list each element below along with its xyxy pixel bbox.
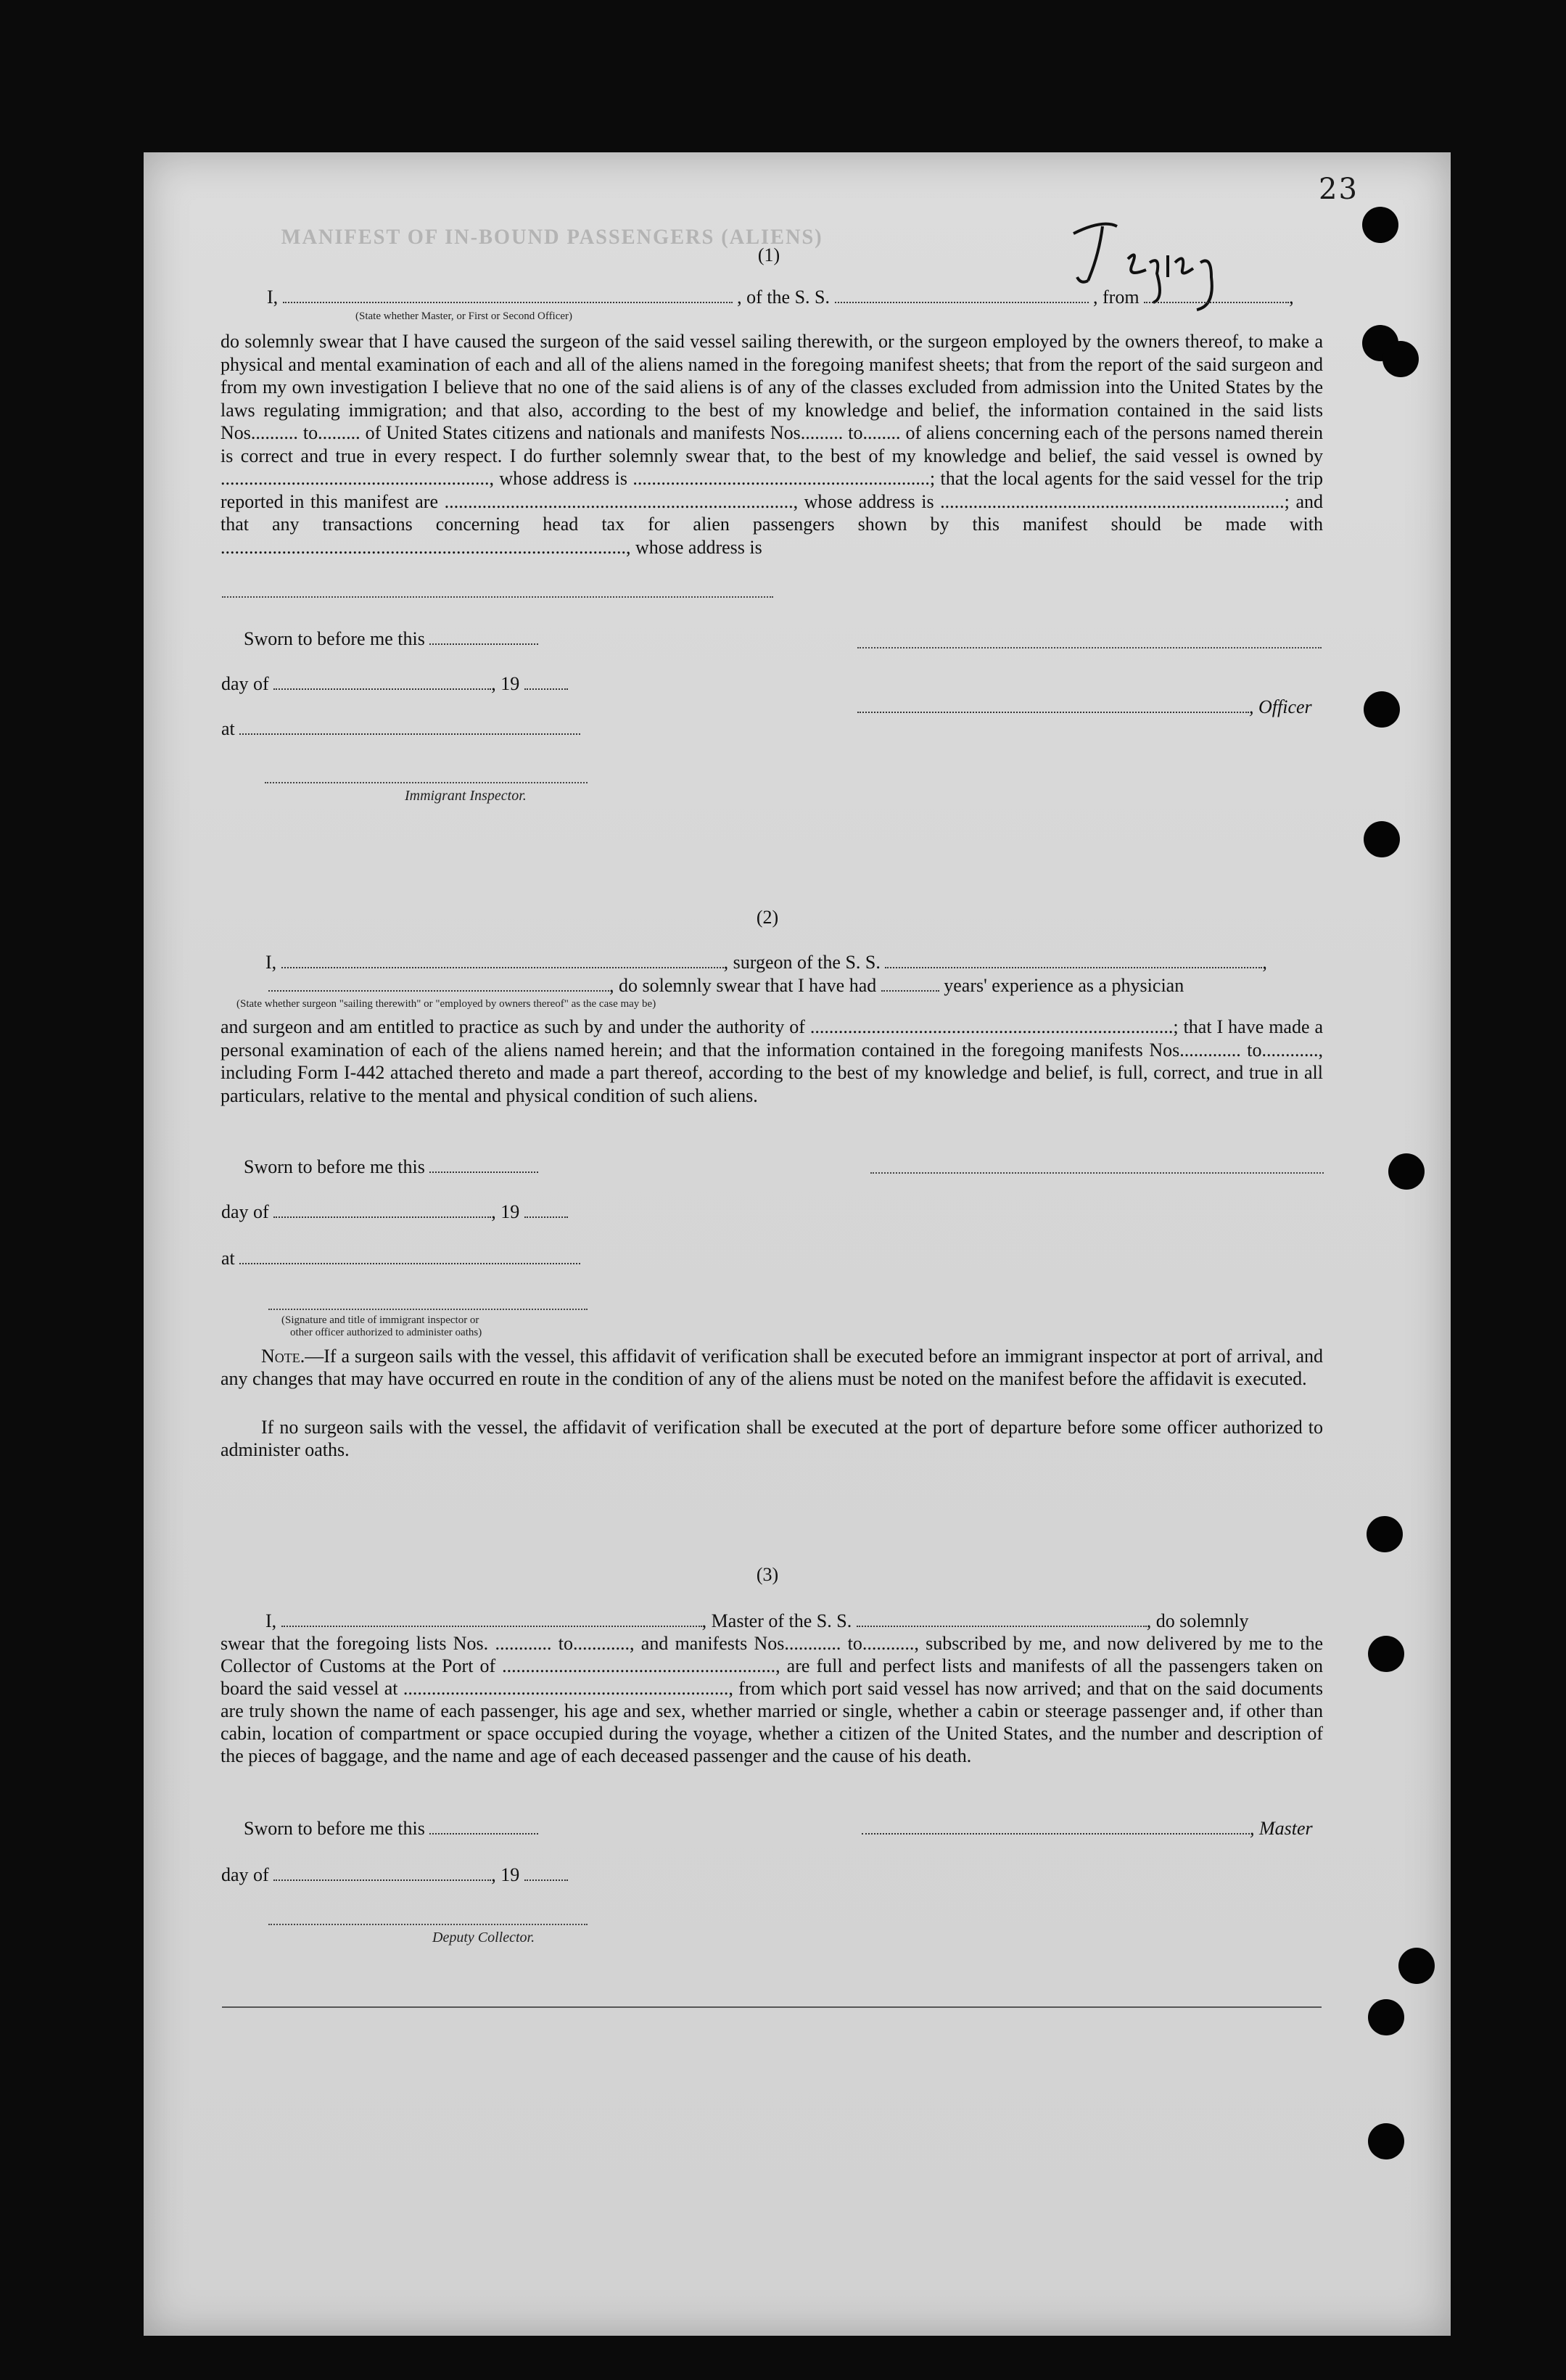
punch-hole	[1364, 821, 1400, 857]
s3-master-ss: , Master of the S. S.	[701, 1610, 852, 1631]
s1-day-field[interactable]	[273, 675, 491, 690]
section-2-number: (2)	[756, 907, 779, 928]
s3-sworn-line	[244, 1818, 538, 1840]
s2-employed-field[interactable]	[268, 977, 609, 992]
s1-i: I,	[267, 287, 279, 308]
s2-note-text-1: —If a surgeon sails with the vessel, this affidavit of verification shall be executed before an immigrant inspector at port of arrival, and any changes that may have occurred en route in the condition of any of the aliens must be noted on the manifest before the affidavit is executed.	[221, 1346, 1323, 1389]
punch-hole	[1388, 1153, 1425, 1190]
s2-sig-rule	[268, 1309, 588, 1310]
s2-day-field[interactable]	[273, 1203, 491, 1218]
page-number: 23	[1319, 173, 1359, 206]
s1-at: at	[221, 718, 235, 739]
punch-hole	[1368, 2123, 1404, 2159]
s1-day-line	[221, 673, 568, 695]
s2-sworn-text: Sworn to before me this	[244, 1156, 425, 1177]
s3-collector-rule	[268, 1924, 588, 1925]
s3-day-line	[221, 1864, 568, 1886]
s2-surgeon-name-field[interactable]	[281, 954, 724, 968]
s1-officer-line	[857, 696, 1312, 718]
s2-sig-rule-right	[870, 1172, 1324, 1174]
s1-year-field[interactable]	[524, 675, 568, 690]
s3-sworn-text: Sworn to before me this	[244, 1818, 425, 1839]
s1-at-line	[221, 718, 580, 740]
punch-hole	[1368, 1636, 1404, 1672]
s1-rule	[222, 596, 773, 598]
s1-vessel-name-field[interactable]	[835, 289, 1089, 303]
punch-hole	[1398, 1948, 1435, 1984]
s2-vessel-field[interactable]	[885, 954, 1262, 968]
s3-solemnly: , do solemnly	[1146, 1610, 1249, 1631]
s2-day-line	[221, 1201, 568, 1223]
s3-body: swear that the foregoing lists Nos. ............ to............, and manifests Nos............ to..........., subscribed by me, and now delivered by me to the Collector of Customs at the Port of .........................................................., are full and perfect lists and manifests of all the passengers taken on board the said vessel at ....................................................................., from which port said vessel has now arrived; and that on the said documents are truly shown the name of each passenger, his age and sex, whether married or single, whether a cabin or steerage passenger and, if other than cabin, location of compartment or space occupied during the voyage, whether a citizen of the United States, and the number and description of the pieces of baggage, and the name and age of each deceased passenger and the cause of his death.	[221, 1633, 1323, 1766]
s1-sig-rule-right	[857, 647, 1322, 648]
s1-sworn-date-field[interactable]	[429, 630, 538, 645]
s2-surgeon-ss: , surgeon of the S. S.	[723, 952, 881, 973]
s2-caption-surgeon: (State whether surgeon "sailing therewith" or "employed by owners thereof" as the case may be)	[236, 998, 656, 1010]
s2-caption-sig2: other officer authorized to administer oaths)	[290, 1327, 482, 1338]
s3-master-name-field[interactable]	[281, 1613, 702, 1627]
s1-body: do solemnly swear that I have caused the surgeon of the said vessel sailing therewith, or the surgeon employed by the owners thereof, to make a physical and mental examination of each and all of the aliens named in the foregoing manifest sheets; that from the report of the said surgeon and from my own investigation I believe that no one of the said aliens is of any of the classes excluded from admission into the United States by the laws regulating immigration; and that also, according to the best of my knowledge and belief, the information contained in the said lists Nos.......... to......... of United States citizens and nationals and manifests Nos......... to........ of aliens concerning each of the persons named therein is correct and true in every respect. I do further solemnly swear that, to the best of my knowledge and belief, the said vessel is owned by ........................................................., whose address is ...............................................................; that the local agents for the said vessel for the trip reported in this manifest are .........................................................................., whose address is .........................................................................; and that any transactions concerning head tax for alien passengers shown by this manifest should be made with ......................................................................................, whose address is	[221, 331, 1323, 558]
s2-body: and surgeon and am entitled to practice as such by and under the authority of .............................................................................; that I have made a personal examination of each of the aliens named herein; and that the information contained in the foregoing manifests Nos............. to............, including Form I-442 attached thereto and made a part thereof, according to the best of my knowledge and belief, is full, correct, and true in all particulars, relative to the mental and physical condition of such aliens.	[221, 1016, 1323, 1106]
s2-sworn-date-field[interactable]	[429, 1158, 538, 1173]
s1-sworn-line	[244, 628, 538, 650]
s1-from: , from	[1093, 287, 1140, 308]
s3-vessel-field[interactable]	[857, 1613, 1147, 1627]
s3-year: , 19	[491, 1864, 520, 1885]
s2-day-of: day of	[221, 1201, 269, 1222]
s3-sworn-date-field[interactable]	[429, 1820, 538, 1835]
s1-of-ss: , of the S. S.	[737, 287, 831, 308]
s3-master-sig-field[interactable]	[862, 1820, 1250, 1835]
s1-sworn-text: Sworn to before me this	[244, 628, 425, 649]
s3-day-of: day of	[221, 1864, 269, 1885]
punch-hole	[1368, 1999, 1404, 2035]
s2-years-field[interactable]	[881, 977, 939, 992]
s1-officer-name-field[interactable]	[283, 289, 733, 303]
s2-note-2: If no surgeon sails with the vessel, the affidavit of verification shall be executed at the port of departure before some officer authorized to administer oaths.	[221, 1417, 1323, 1460]
s2-i: I,	[265, 952, 277, 973]
punch-hole	[1382, 341, 1419, 377]
s2-note-1	[221, 1345, 1323, 1390]
punch-hole	[1364, 691, 1400, 728]
bottom-rule	[222, 2006, 1322, 2008]
s2-sworn-line	[244, 1156, 538, 1178]
s1-at-field[interactable]	[239, 720, 580, 735]
section-3-number: (3)	[756, 1564, 779, 1585]
s2-line1: I, , surgeon of the S. S. ,	[265, 952, 1267, 973]
s1-inspector-label: Immigrant Inspector.	[405, 788, 527, 804]
s1-officer-sig-field[interactable]	[857, 699, 1249, 713]
s1-day-of: day of	[221, 673, 269, 694]
s2-year-field[interactable]	[524, 1203, 568, 1218]
section-1-number: (1)	[757, 244, 780, 265]
s2-at-field[interactable]	[239, 1250, 580, 1264]
s1-year: , 19	[491, 673, 520, 694]
punch-hole	[1367, 1516, 1403, 1552]
s2-year: , 19	[491, 1201, 520, 1222]
s3-master-label: , Master	[1250, 1818, 1313, 1839]
s3-i: I,	[265, 1610, 277, 1631]
s3-day-field[interactable]	[273, 1866, 491, 1881]
punch-hole	[1362, 207, 1398, 243]
s3-collector-label: Deputy Collector.	[432, 1930, 535, 1945]
s2-caption-sig1: (Signature and title of immigrant inspector or	[281, 1314, 479, 1326]
s3-year-field[interactable]	[524, 1866, 568, 1881]
s1-officer-label: , Officer	[1249, 696, 1312, 717]
s1-caption-officer: (State whether Master, or First or Second Officer)	[355, 310, 573, 322]
s1-from-port-field[interactable]	[1144, 289, 1289, 303]
s2-swear: , do solemnly swear that I have had	[609, 975, 877, 996]
s1-inspector-rule	[265, 782, 588, 783]
s2-at-line	[221, 1248, 580, 1269]
s3-line1	[265, 1610, 1249, 1632]
s2-note-label: Note.	[261, 1346, 305, 1367]
s3-master-line	[862, 1818, 1313, 1840]
faint-stamp-text: MANIFEST OF IN-BOUND PASSENGERS (ALIENS)	[281, 225, 823, 249]
s2-years-text: years' experience as a physician	[944, 975, 1184, 996]
s2-at: at	[221, 1248, 235, 1269]
s2-line2	[268, 975, 1184, 997]
s1-line1: I, , of the S. S. , from ,	[267, 287, 1294, 308]
